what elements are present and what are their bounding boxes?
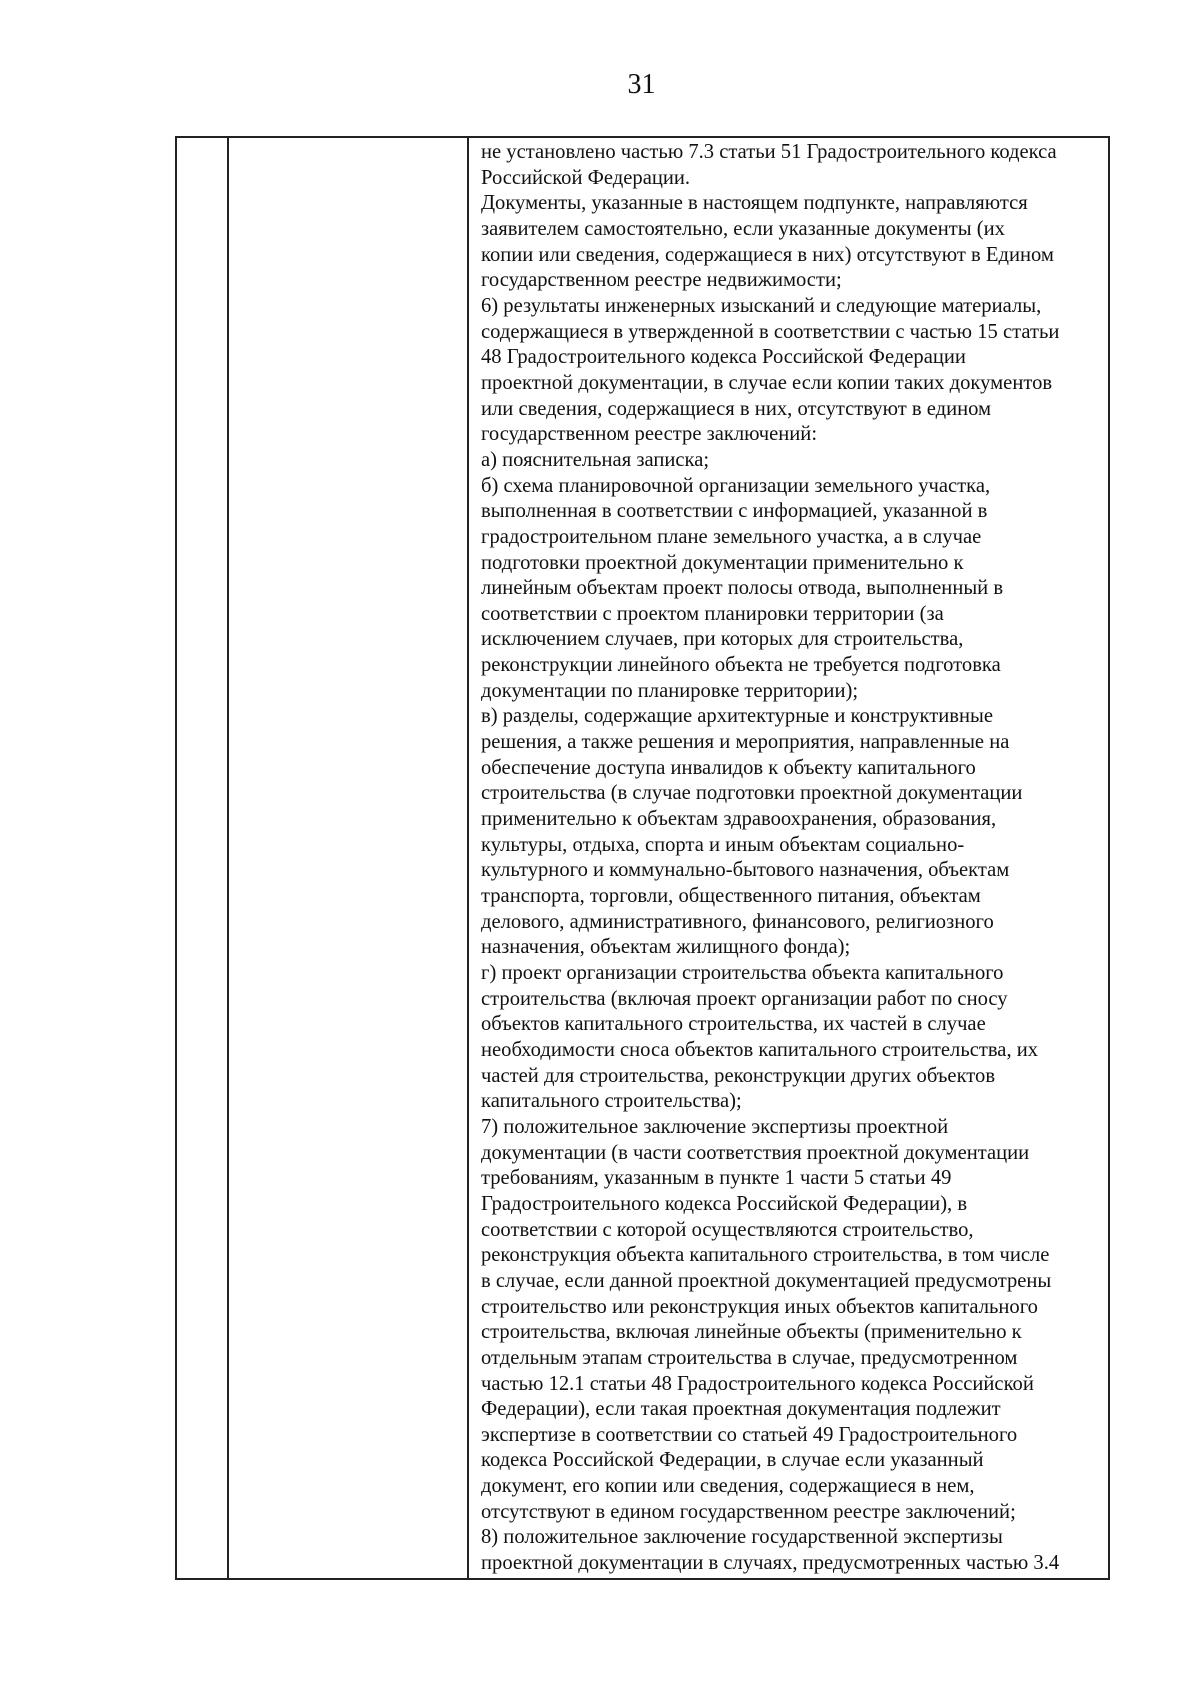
text-line: б) схема планировочной организации земельного участка, [481, 474, 991, 497]
text-line: частью 12.1 статьи 48 Градостроительного кодекса Российской [481, 1372, 1034, 1395]
text-line: обеспечение доступа инвалидов к объекту капитального [481, 756, 976, 779]
text-line: а) пояснительная записка; [481, 448, 710, 471]
text-line: содержащиеся в утвержденной в соответствии с частью 15 статьи [481, 320, 1060, 343]
text-line: культурного и коммунально-бытового назначения, объектам [481, 859, 1010, 882]
text-line: документации по планировке территории); [481, 679, 859, 702]
text-line: градостроительном плане земельного участка, а в случае [481, 525, 982, 548]
text-line: экспертизе в соответствии со статьей 49 Градостроительного [481, 1423, 1018, 1446]
text-line: объектов капитального строительства, их частей в случае [481, 1013, 986, 1036]
text-line: 6) результаты инженерных изысканий и следующие материалы, [481, 294, 1042, 317]
text-line: 7) положительное заключение экспертизы проектной [481, 1115, 949, 1138]
text-line: капитального строительства); [481, 1090, 742, 1113]
text-line: Градостроительного кодекса Российской Федерации), в [481, 1192, 968, 1215]
text-line: строительства (включая проект организации работ по сносу [481, 987, 1008, 1010]
text-line: в) разделы, содержащие архитектурные и конструктивные [481, 705, 993, 728]
text-line: кодекса Российской Федерации, в случае если указанный [481, 1449, 984, 1472]
text-line: 48 Градостроительного кодекса Российской Федерации [481, 346, 966, 369]
text-line: или сведения, содержащиеся в них, отсутствуют в едином [481, 397, 992, 420]
table-cell-text [481, 140, 1105, 1577]
table-column-divider [227, 138, 229, 1578]
text-line: требованиям, указанным в пункте 1 части 5 статьи 49 [481, 1167, 952, 1190]
text-line: подготовки проектной документации применительно к [481, 551, 964, 574]
text-line: культуры, отдыха, спорта и иным объектам социально- [481, 833, 965, 856]
text-line: проектной документации в случаях, предусмотренных частью 3.4 [481, 1552, 1060, 1575]
text-line: решения, а также решения и мероприятия, направленные на [481, 731, 1010, 754]
text-line: реконструкции линейного объекта не требуется подготовка [481, 654, 1001, 677]
text-line: строительства (в случае подготовки проектной документации [481, 782, 1023, 805]
text-line: применительно к объектам здравоохранения, образования, [481, 808, 997, 831]
text-line: строительства, включая линейные объекты (применительно к [481, 1321, 1022, 1344]
text-line: необходимости сноса объектов капитального строительства, их [481, 1038, 1039, 1061]
table-column-divider [467, 138, 469, 1578]
text-line: государственном реестре заключений: [481, 423, 818, 446]
text-line: линейным объектам проект полосы отвода, выполненный в [481, 577, 1004, 600]
text-line: 8) положительное заключение государственной экспертизы [481, 1526, 1003, 1549]
text-line: Российской Федерации. [481, 166, 691, 189]
text-line: государственном реестре недвижимости; [481, 269, 842, 292]
text-line: выполненная в соответствии с информацией, указанной в [481, 500, 988, 523]
text-line: Федерации), если такая проектная документация подлежит [481, 1398, 1001, 1421]
text-line: реконструкция объекта капитального строительства, в том числе [481, 1244, 1050, 1267]
text-line: документ, его копии или сведения, содержащиеся в нем, [481, 1475, 975, 1498]
text-line: документации (в части соответствия проектной документации [481, 1141, 1030, 1164]
text-line: отсутствуют в едином государственном реестре заключений; [481, 1500, 1016, 1523]
text-line: не установлено частью 7.3 статьи 51 Градостроительного кодекса [481, 141, 1057, 163]
text-line: назначения, объектам жилищного фонда); [481, 936, 851, 959]
text-line: исключением случаев, при которых для строительства, [481, 628, 964, 651]
text-line: транспорта, торговли, общественного питания, объектам [481, 885, 981, 908]
text-line: делового, административного, финансового, религиозного [481, 910, 994, 933]
page-number: 31 [627, 69, 656, 100]
text-line: соответствии с которой осуществляются строительство, [481, 1218, 974, 1241]
document-table [175, 136, 1110, 1580]
text-line: копии или сведения, содержащиеся в них) отсутствуют в Едином [481, 243, 1054, 266]
text-line: в случае, если данной проектной документацией предусмотрены [481, 1269, 1052, 1292]
text-line: Документы, указанные в настоящем подпункте, направляются [481, 192, 1028, 215]
text-line: отдельным этапам строительства в случае, предусмотренном [481, 1346, 1018, 1369]
text-line: соответствии с проектом планировки территории (за [481, 602, 944, 625]
text-line: частей для строительства, реконструкции других объектов [481, 1064, 996, 1087]
text-line: проектной документации, в случае если копии таких документов [481, 371, 1053, 394]
text-line: г) проект организации строительства объекта капитального [481, 962, 1004, 984]
text-line: заявителем самостоятельно, если указанные документы (их [481, 217, 1005, 240]
text-line: строительство или реконструкция иных объектов капитального [481, 1295, 1038, 1318]
